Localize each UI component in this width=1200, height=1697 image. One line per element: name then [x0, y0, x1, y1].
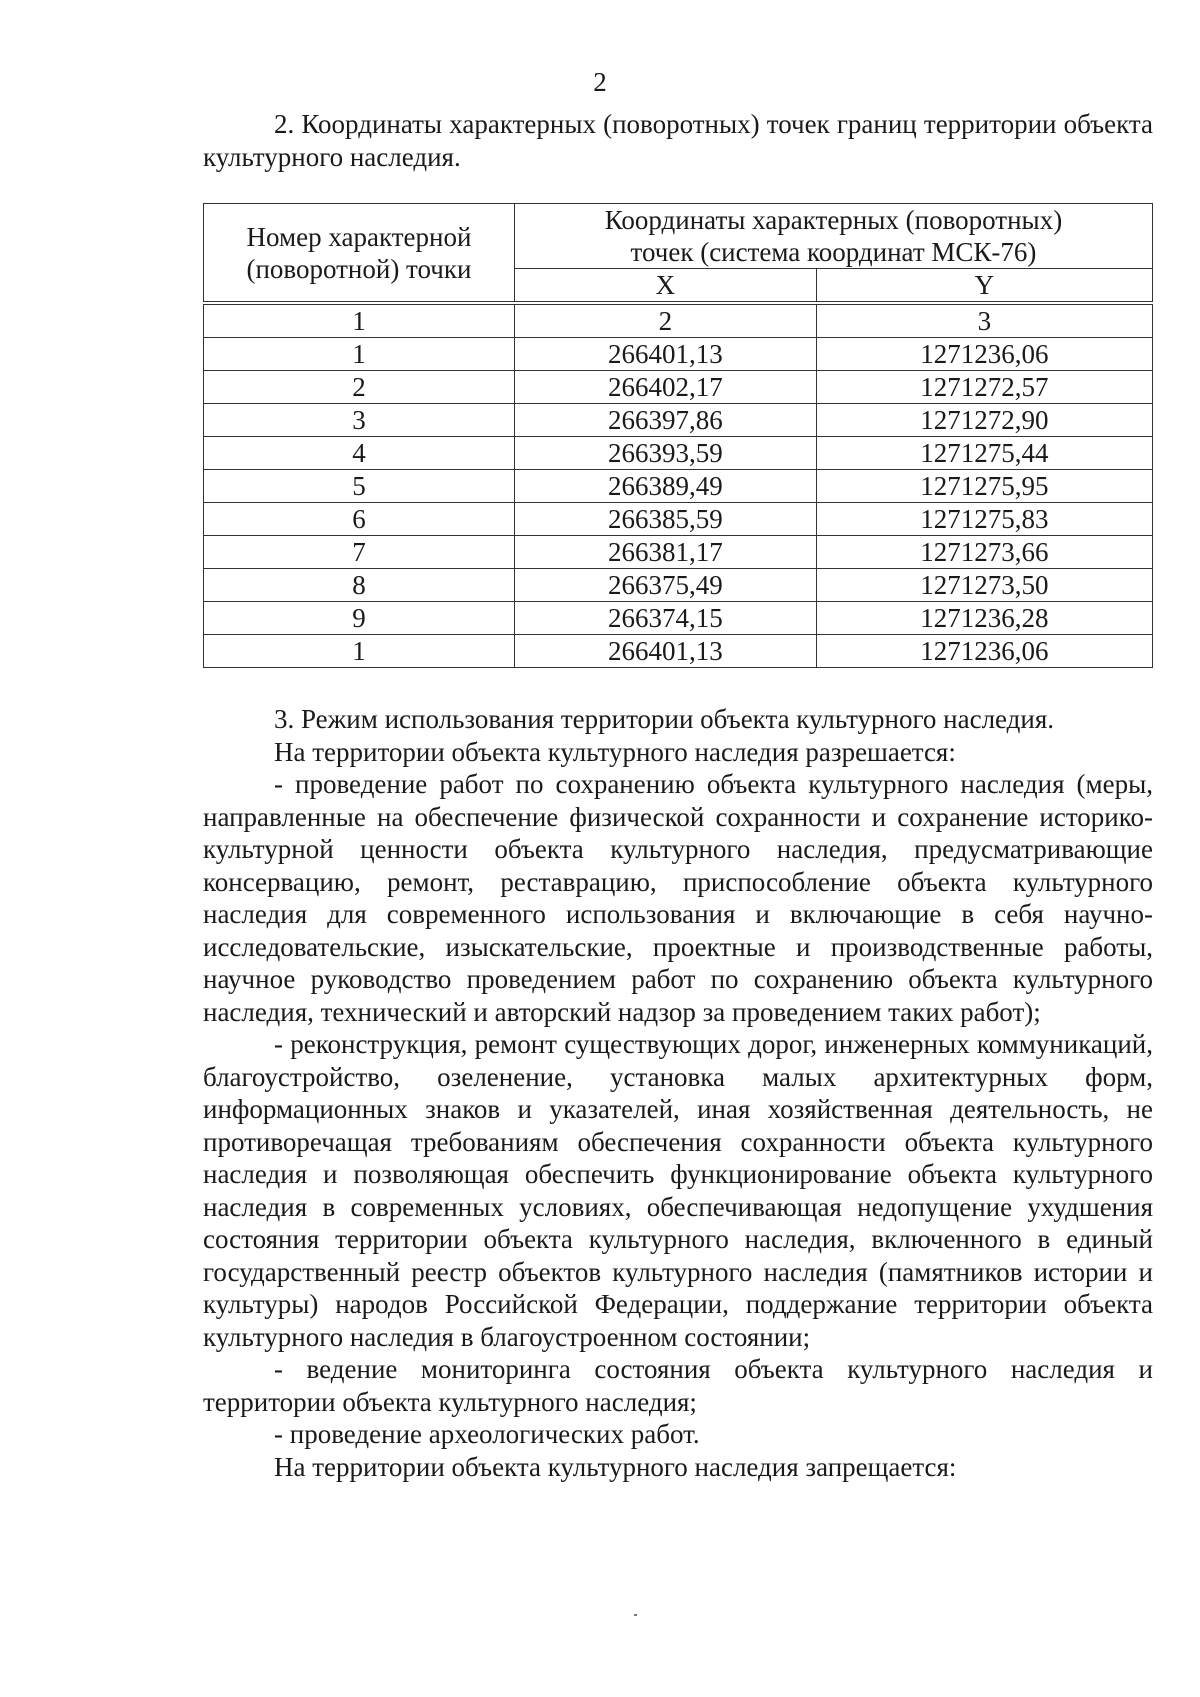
table-row	[204, 635, 1153, 668]
allowed-item-3: - ведение мониторинга состояния объекта культурного наследия и территории объекта культурного наследия;	[203, 1354, 1153, 1417]
coord-x: 266385,59	[514, 503, 816, 536]
coord-y: 1271272,90	[816, 404, 1152, 437]
header-x: X	[514, 269, 816, 304]
column-number-1: 1	[204, 303, 515, 338]
header-y: Y	[816, 269, 1152, 304]
table-column-numbers-row	[204, 303, 1153, 338]
coord-y: 1271236,06	[816, 635, 1152, 668]
coord-y: 1271275,44	[816, 437, 1152, 470]
allowed-item-1: - проведение работ по сохранению объекта культурного наследия (меры, направленные на обеспечение физической сохранности и сохранение историко-культурной ценности объекта культурного наследия, предусматривающие консервацию, ремонт, реставрацию, приспособление объекта культурного наследия для современного использования и включающие в себя научно-исследовательские, изыскательские, проектные и производственные работы, научное руководство проведением работ по сохранению объекта культурного наследия, технический и авторский надзор за проведением таких работ);	[203, 769, 1153, 1027]
section-2-heading: 2. Координаты характерных (поворотных) точек границ территории объекта культурного наследия.	[203, 109, 1153, 172]
coord-x: 266393,59	[514, 437, 816, 470]
header-coordinates: Координаты характерных (поворотных) точек (система координат МСК-76)	[514, 204, 1152, 269]
column-number-3: 3	[816, 303, 1152, 338]
table-row	[204, 338, 1153, 371]
table-header-row-1	[204, 204, 1153, 269]
coord-x: 266397,86	[514, 404, 816, 437]
coord-x: 266401,13	[514, 635, 816, 668]
forbidden-intro: На территории объекта культурного наследия запрещается:	[274, 1451, 957, 1482]
allowed-item-4: - проведение археологических работ.	[274, 1419, 700, 1449]
coord-y: 1271272,57	[816, 371, 1152, 404]
table-row	[204, 371, 1153, 404]
allowed-intro: На территории объекта культурного наследия разрешается:	[274, 736, 956, 767]
page-number: 2	[593, 67, 607, 97]
coord-x: 266381,17	[514, 536, 816, 569]
point-number: 1	[204, 338, 515, 371]
coord-y: 1271273,50	[816, 569, 1152, 602]
point-number: 9	[204, 602, 515, 635]
coordinates-table	[203, 203, 1153, 668]
point-number: 6	[204, 503, 515, 536]
document-body	[203, 108, 1153, 1483]
point-number: 2	[204, 371, 515, 404]
table-row	[204, 503, 1153, 536]
coord-y: 1271275,83	[816, 503, 1152, 536]
point-number: 5	[204, 470, 515, 503]
section-3-title: 3. Режим использования территории объекта культурного наследия.	[274, 704, 1055, 734]
point-number: 4	[204, 437, 515, 470]
allowed-item-2: - реконструкция, ремонт существующих дорог, инженерных коммуникаций, благоустройство, озеленение, установка малых архитектурных форм, информационных знаков и указателей, иная хозяйственная деятельность, не противоречащая требованиям обеспечения сохранности объекта культурного наследия и позволяющая обеспечить функционирование объекта культурного наследия в современных условиях, обеспечивающая недопущение ухудшения состояния территории объекта культурного наследия, включенного в единый государственный реестр объектов культурного наследия (памятников истории и культуры) народов Российской Федерации, поддержание территории объекта культурного наследия в благоустроенном состоянии;	[203, 1029, 1153, 1352]
column-number-2: 2	[514, 303, 816, 338]
coord-y: 1271273,66	[816, 536, 1152, 569]
coord-y: 1271236,28	[816, 602, 1152, 635]
point-number: 8	[204, 569, 515, 602]
table-row	[204, 404, 1153, 437]
table-row	[204, 470, 1153, 503]
coord-x: 266374,15	[514, 602, 816, 635]
point-number: 7	[204, 536, 515, 569]
coord-x: 266375,49	[514, 569, 816, 602]
table-row	[204, 602, 1153, 635]
coord-x: 266401,13	[514, 338, 816, 371]
point-number: 1	[204, 635, 515, 668]
scan-speck	[634, 1614, 637, 1616]
coord-x: 266389,49	[514, 470, 816, 503]
header-point-number: Номер характерной (поворотной) точки	[204, 204, 515, 304]
point-number: 3	[204, 404, 515, 437]
table-row	[204, 536, 1153, 569]
section-3	[203, 703, 1153, 1483]
coord-y: 1271275,95	[816, 470, 1152, 503]
table-row	[204, 437, 1153, 470]
coord-y: 1271236,06	[816, 338, 1152, 371]
coord-x: 266402,17	[514, 371, 816, 404]
table-row	[204, 569, 1153, 602]
